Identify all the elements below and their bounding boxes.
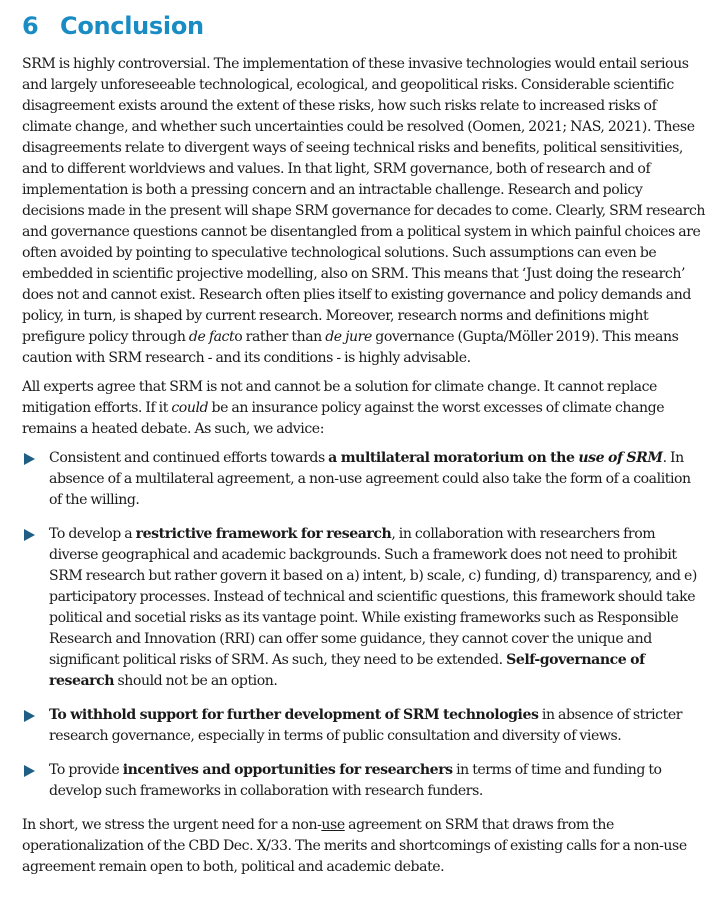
- recommendation-list: [22, 448, 706, 802]
- closing-paragraph: In short, we stress the urgent need for a non-use agreement on SRM that draws from the operationalization of the CBD Dec. X/33. The merits and shortcomings of existing calls for a non-use agreement remain open to both, political and academic debate.: [22, 817, 687, 875]
- triangle-bullet-icon: [24, 710, 35, 722]
- recommendation-framework: [22, 524, 706, 692]
- recommendation-incentives: [22, 760, 706, 802]
- recommendation-text: To develop a restrictive framework for research, in collaboration with researchers from diverse geographical and academic backgrounds. Such a framework does not need to prohibit SRM research but rather govern it based on a) intent, b) scale, c) funding, d) transparency, and e) participatory processes. Instead of technical and scientific questions, this framework should take political and socetial risks as its vantage point. While existing frameworks such as Responsible Research and Innovation (RRI) can offer some guidance, they cannot cover the unique and significant political risks of SRM. As such, they need to be extended. Self-governance of research should not be an option.: [49, 526, 697, 689]
- recommendation-text: To provide incentives and opportunities for researchers in terms of time and funding to develop such frameworks in collaboration with research funders.: [49, 762, 662, 799]
- recommendation-text: To withhold support for further development of SRM technologies in absence of stricter research governance, especially in terms of public consultation and diversity of views.: [49, 707, 683, 744]
- recommendation-text: Consistent and continued efforts towards a multilateral moratorium on the use of SRM. In absence of a multilateral agreement, a non-use agreement could also take the form of a coalition of the willing.: [49, 450, 691, 508]
- recommendation-withhold-support: [22, 705, 706, 747]
- triangle-bullet-icon: [24, 529, 35, 541]
- section-heading: [22, 8, 706, 44]
- triangle-bullet-icon: [24, 765, 35, 777]
- recommendation-moratorium: [22, 448, 706, 511]
- intro-paragraph: SRM is highly controversial. The implementation of these invasive technologies would entail serious and largely unforeseeable technological, ecological, and geopolitical risks. Considerable scientific disagreement exists around the extent of these risks, how such risks relate to increased risks of climate change, and whether such uncertainties could be resolved (Oomen, 2021; NAS, 2021). These disagreements relate to divergent ways of seeing technical risks and benefits, political sensitivities, and to different worldviews and values. In that light, SRM governance, both of research and of implementation is both a pressing concern and an intractable challenge. Research and policy decisions made in the present will shape SRM governance for decades to come. Clearly, SRM research and governance questions cannot be disentangled from a political system in which painful choices are often avoided by pointing to speculative technological solutions. Such assumptions can even be embedded in scientific projective modelling, also on SRM. This means that ‘Just doing the research’ does not and cannot exist. Research often plies itself to existing governance and policy demands and policy, in turn, is shaped by current research. Moreover, research norms and definitions might prefigure policy through de facto rather than de jure governance (Gupta/Möller 2019). This means caution with SRM research - and its conditions - is highly advisable.: [22, 56, 706, 366]
- advice-paragraph: All experts agree that SRM is not and cannot be a solution for climate change. It cannot replace mitigation efforts. If it could be an insurance policy against the worst excesses of climate change remains a heated debate. As such, we advice:: [22, 379, 665, 437]
- triangle-bullet-icon: [24, 453, 35, 465]
- section-title: Conclusion: [60, 12, 204, 40]
- section-number: 6: [22, 12, 39, 40]
